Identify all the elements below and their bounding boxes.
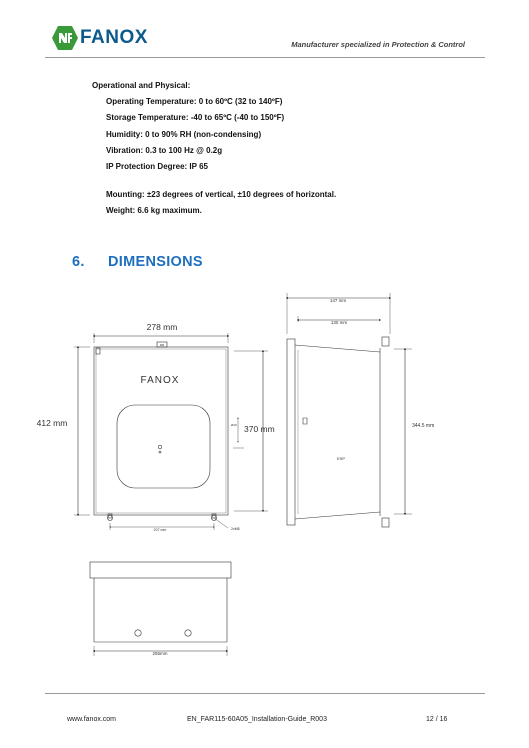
side-mount-top bbox=[382, 337, 389, 346]
footer-doc-id: EN_FAR115-60A05_Installation-Guide_R003 bbox=[187, 716, 327, 723]
label-depth-outer: 147 mm bbox=[329, 298, 347, 303]
label-bolts: 2xM8 bbox=[231, 527, 240, 531]
spec-weight: Weight: 6.6 kg maximum. bbox=[106, 206, 202, 216]
label-side-height: 344.5 mm bbox=[412, 423, 435, 429]
label-bottom-spacing: 207 mm bbox=[153, 528, 167, 532]
label-inner-height: 370 mm bbox=[244, 424, 275, 434]
label-depth-inner: 130 mm bbox=[330, 320, 348, 325]
label-bottom-width: 255mm bbox=[152, 651, 168, 656]
specs-heading: Operational and Physical: bbox=[92, 81, 191, 90]
brand-name: FANOX bbox=[80, 27, 148, 48]
spec-mounting: Mounting: ±23 degrees of vertical, ±10 degrees of horizontal. bbox=[106, 190, 337, 200]
panel-brand: FANOX bbox=[140, 375, 180, 386]
section-name: DIMENSIONS bbox=[108, 254, 203, 270]
side-view-front-plate bbox=[287, 339, 295, 525]
footer-website[interactable]: www.fanox.com bbox=[67, 716, 117, 723]
spec-vibration: Vibration: 0.3 to 100 Hz @ 0.2g bbox=[106, 145, 223, 155]
spec-storage-temp: Storage Temperature: -40 to 65ºC (-40 to 150ºF) bbox=[106, 113, 285, 123]
label-front-height: 412 mm bbox=[36, 418, 68, 428]
spec-ip-degree: IP Protection Degree: IP 65 bbox=[106, 162, 208, 172]
label-front-width: 278 mm bbox=[146, 322, 178, 332]
side-mount-bottom bbox=[382, 518, 389, 527]
section-number: 6. bbox=[72, 254, 85, 270]
bottom-view-lid bbox=[90, 562, 231, 578]
cable-gland-right bbox=[185, 630, 191, 636]
label-top-screw: M8 bbox=[159, 343, 165, 347]
side-screw bbox=[303, 418, 307, 424]
front-view-enclosure bbox=[94, 347, 228, 515]
label-side-tag: ESP bbox=[336, 456, 346, 461]
footer-divider bbox=[45, 693, 485, 694]
spec-operating-temp: Operating Temperature: 0 to 60ºC (32 to 140ºF) bbox=[106, 97, 283, 107]
cable-gland-left bbox=[135, 630, 141, 636]
display-window bbox=[117, 405, 210, 488]
tagline: Manufacturer specialized in Protection & Control bbox=[291, 40, 465, 49]
footer-page-number: 12 / 16 bbox=[426, 716, 448, 723]
label-side-small: Ø10 bbox=[231, 423, 237, 427]
spec-humidity: Humidity: 0 to 90% RH (non-condensing) bbox=[106, 129, 262, 139]
